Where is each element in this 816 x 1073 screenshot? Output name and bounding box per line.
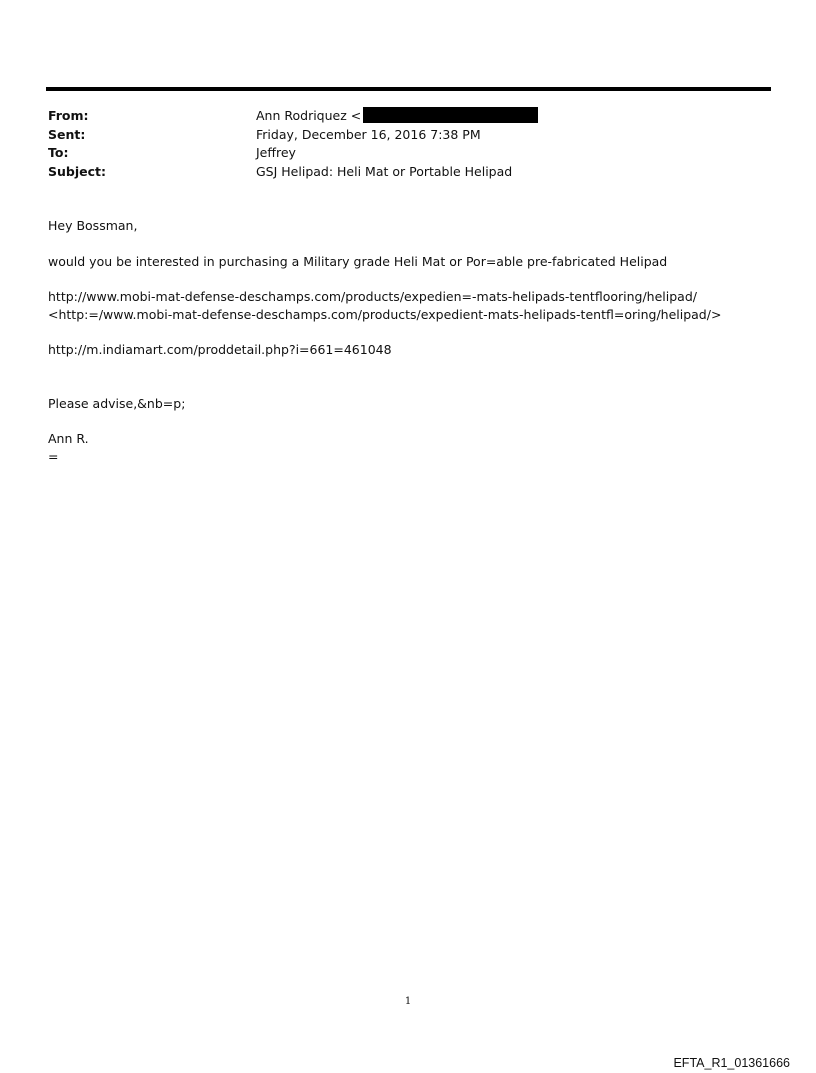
header-divider (46, 87, 771, 91)
trailer: = (48, 448, 59, 464)
signature: Ann R. (48, 431, 89, 446)
from-row (48, 107, 538, 126)
email-header (48, 107, 538, 181)
subject-value: GSJ Helipad: Heli Mat or Portable Helipad (256, 163, 513, 179)
document-id: EFTA_R1_01361666 (673, 1056, 790, 1070)
redaction-block (363, 107, 538, 123)
page-number: 1 (404, 996, 412, 1007)
from-label: From: (48, 108, 89, 123)
to-value: Jeffrey (256, 145, 296, 160)
from-value (256, 107, 538, 126)
sent-value: Friday, December 16, 2016 7:38 PM (256, 126, 481, 142)
subject-label: Subject: (48, 163, 106, 179)
body-paragraph: would you be interested in purchasing a Military grade Heli Mat or Por=able pre-fabricated Helipad (48, 253, 668, 269)
to-row (48, 144, 538, 163)
email-body (48, 217, 721, 465)
sent-label: Sent: (48, 126, 86, 142)
from-sender: Ann Rodriquez < (256, 108, 362, 123)
closing: Please advise,&nb=p; (48, 395, 186, 411)
subject-row (48, 163, 538, 182)
to-label: To: (48, 145, 69, 160)
product-link[interactable]: http://www.mobi-mat-defense-deschamps.com/products/expedien=-mats-helipads-tentflooring/helipad/ (48, 289, 697, 304)
greeting: Hey Bossman, (48, 218, 138, 233)
sent-row (48, 126, 538, 145)
indiamart-link[interactable]: http://m.indiamart.com/proddetail.php?i=661=461048 (48, 342, 392, 357)
product-link-alt[interactable]: <http:=/www.mobi-mat-defense-deschamps.com/products/expedient-mats-helipads-tentfl=oring/helipad/> (48, 306, 722, 322)
